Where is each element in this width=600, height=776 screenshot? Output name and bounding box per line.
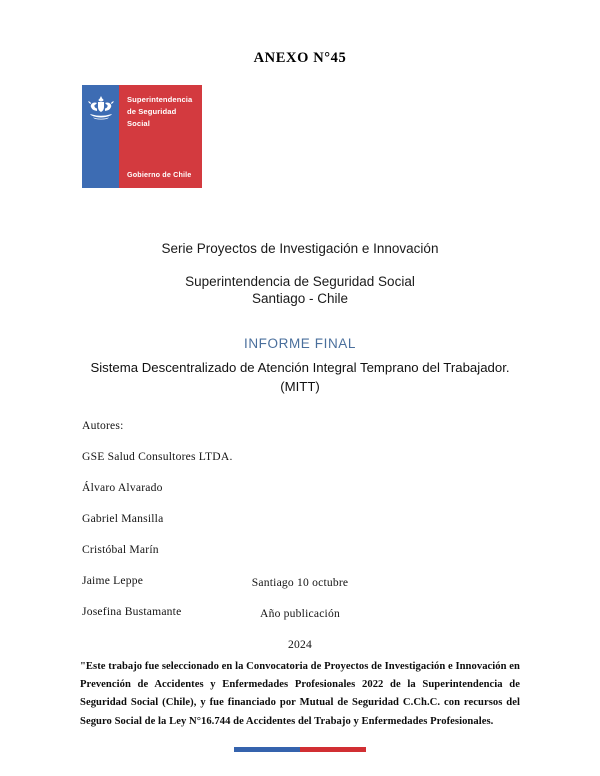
author-item: Gabriel Mansilla <box>82 512 164 525</box>
publication-block <box>0 576 600 651</box>
author-item: GSE Salud Consultores LTDA. <box>82 450 233 463</box>
series-line-projects: Serie Proyectos de Investigación e Innovación <box>161 241 439 256</box>
author-item: Josefina Bustamante <box>82 605 182 618</box>
author-item: Jaime Leppe <box>82 574 144 587</box>
publication-place-date: Santiago 10 octubre <box>251 576 349 589</box>
author-item: Cristóbal Marín <box>82 543 159 556</box>
institution-logo <box>82 85 202 188</box>
report-acronym: (MITT) <box>280 379 320 395</box>
annex-heading: ANEXO N°45 <box>253 50 347 66</box>
logo-government-label: Gobierno de Chile <box>127 170 192 179</box>
author-item: Álvaro Alvarado <box>82 481 163 494</box>
report-title: Sistema Descentralizado de Atención Integral Temprano del Trabajador. <box>90 360 510 375</box>
flag-bar <box>234 747 366 752</box>
publication-year: 2024 <box>288 638 312 651</box>
logo-red-panel <box>119 85 202 188</box>
series-line-city: Santiago - Chile <box>251 291 349 307</box>
series-block <box>0 241 600 308</box>
funding-footnote: "Este trabajo fue seleccionado en la Convocatoria de Proyectos de Investigación e Innovación en Prevención de Accidentes y Enfermedades Profesionales 2022 de la Superintendencia de Seguridad Social (Chile), y fue financiado por Mutual de Seguridad C.Ch.C. con recursos del Seguro Social de la Ley N°16.744 de Accidentes del Trabajo y Enfermedades Profesionales. <box>80 661 520 727</box>
authors-label: Autores: <box>82 419 124 432</box>
report-kind-label: INFORME FINAL <box>243 336 357 351</box>
flag-bar-blue-segment <box>234 747 300 752</box>
report-title-block <box>0 336 600 396</box>
logo-blue-panel <box>82 85 119 188</box>
publication-year-label: Año publicación <box>260 607 340 620</box>
series-line-institution: Superintendencia de Seguridad Social <box>185 274 415 289</box>
logo-institution-name: Superintendencia de Seguridad Social <box>127 95 193 128</box>
chile-coat-of-arms-icon <box>86 95 116 123</box>
flag-bar-red-segment <box>300 747 366 752</box>
